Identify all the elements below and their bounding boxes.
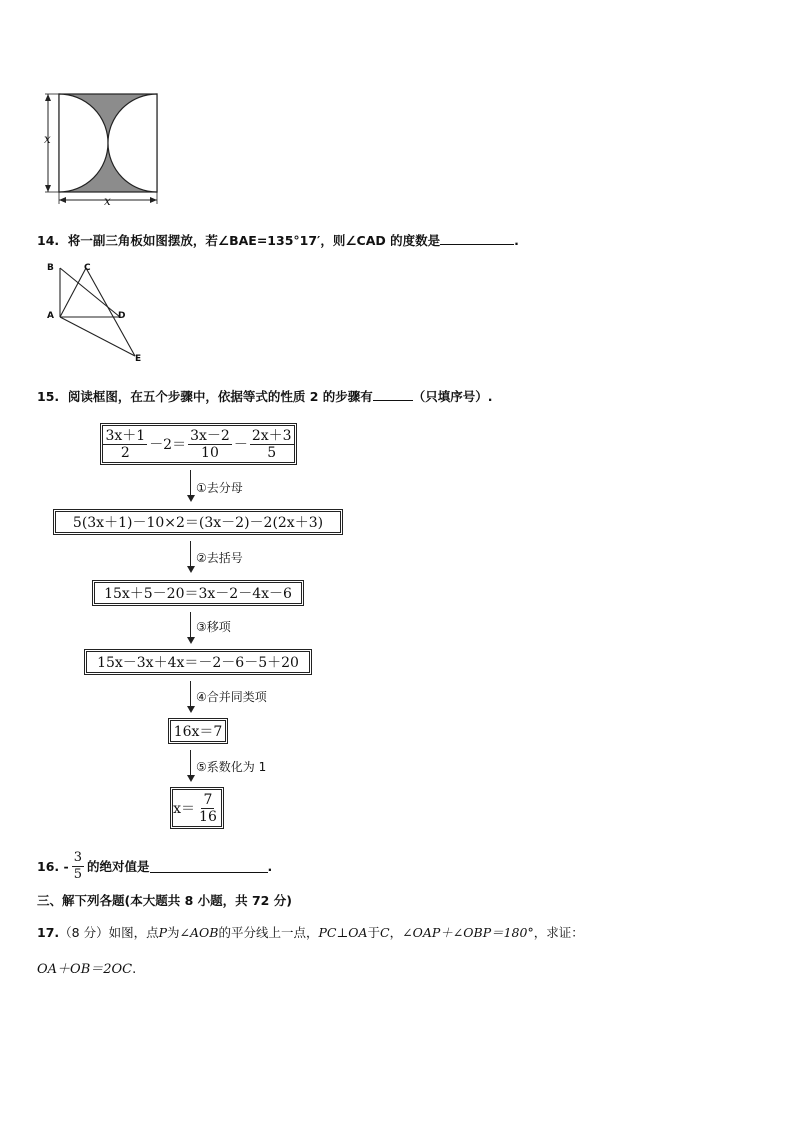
answer-blank[interactable] xyxy=(150,860,268,873)
question-number: 14. xyxy=(37,233,60,248)
question-17-line-2: OA＋OB＝2OC. xyxy=(37,962,137,977)
label-b: B xyxy=(47,263,54,273)
flow-box-equation-4: 15x－3x＋4x＝－2－6－5＋20 xyxy=(84,649,312,675)
flow-step-4: ④合并同类项 xyxy=(196,690,267,704)
flow-arrow-5 xyxy=(190,750,191,776)
flow-arrow-2 xyxy=(190,541,191,567)
question-16: 16. - $\frac{3}{5}$ 的绝对值是 . xyxy=(37,849,273,882)
label-e: E xyxy=(135,354,142,364)
answer-blank[interactable] xyxy=(440,232,514,245)
flow-arrow-3 xyxy=(190,612,191,638)
question-number: 17. xyxy=(37,925,60,940)
dimension-label-bottom: x xyxy=(104,194,111,208)
label-d: D xyxy=(118,311,126,321)
question-text: 将一副三角板如图摆放，若∠BAE=135°17′，则∠CAD 的度数是 xyxy=(67,233,441,248)
question-text: 的绝对值是 xyxy=(87,859,150,874)
question-17: 17.（8 分）如图，点P为∠AOB的平分线上一点，PC⊥OA于C，∠OAP＋∠OBP＝180°，求证： xyxy=(37,925,584,940)
question-number: 16. xyxy=(37,858,60,874)
fraction-three-fifths: $\frac{3}{5}$ xyxy=(73,849,82,882)
flow-step-2: ②去括号 xyxy=(196,551,243,565)
dimension-label-side: x xyxy=(44,132,51,146)
flow-step-5: ⑤系数化为 1 xyxy=(196,760,267,774)
flow-step-1: ①去分母 xyxy=(196,481,243,495)
flow-arrow-1 xyxy=(190,470,191,496)
question-number: 15. xyxy=(37,389,60,404)
triangle-rulers-figure xyxy=(40,262,150,364)
label-c: C xyxy=(84,263,91,273)
question-15: 15. 阅读框图，在五个步骤中，依据等式的性质 2 的步骤有 （只填序号）. xyxy=(37,389,493,404)
flow-arrow-4 xyxy=(190,681,191,707)
flow-box-equation-6: x＝ $\frac{7}{16}$ xyxy=(170,787,224,829)
section-heading: 三、解下列各题(本大题共 8 小题，共 72 分) xyxy=(37,893,292,908)
flow-step-3: ③移项 xyxy=(196,620,231,634)
question-14: 14. 将一副三角板如图摆放，若∠BAE=135°17′，则∠CAD 的度数是 . xyxy=(37,233,519,248)
flow-box-equation-3: 15x＋5－20＝3x－2－4x－6 xyxy=(92,580,304,606)
flow-box-equation-1: $\frac{3x+1}{2}$ －2＝ $\frac{3x-2}{10}$ － $\frac{2x+3}{5}$ xyxy=(100,423,297,465)
flow-box-equation-5: 16x＝7 xyxy=(168,718,228,744)
label-a: A xyxy=(47,311,54,321)
question-text: 阅读框图，在五个步骤中，依据等式的性质 2 的步骤有 xyxy=(67,389,373,404)
square-semicircle-figure xyxy=(40,88,170,210)
answer-blank[interactable] xyxy=(373,388,413,401)
flow-box-equation-2: 5(3x＋1)－10×2＝(3x－2)－2(2x＋3) xyxy=(53,509,343,535)
